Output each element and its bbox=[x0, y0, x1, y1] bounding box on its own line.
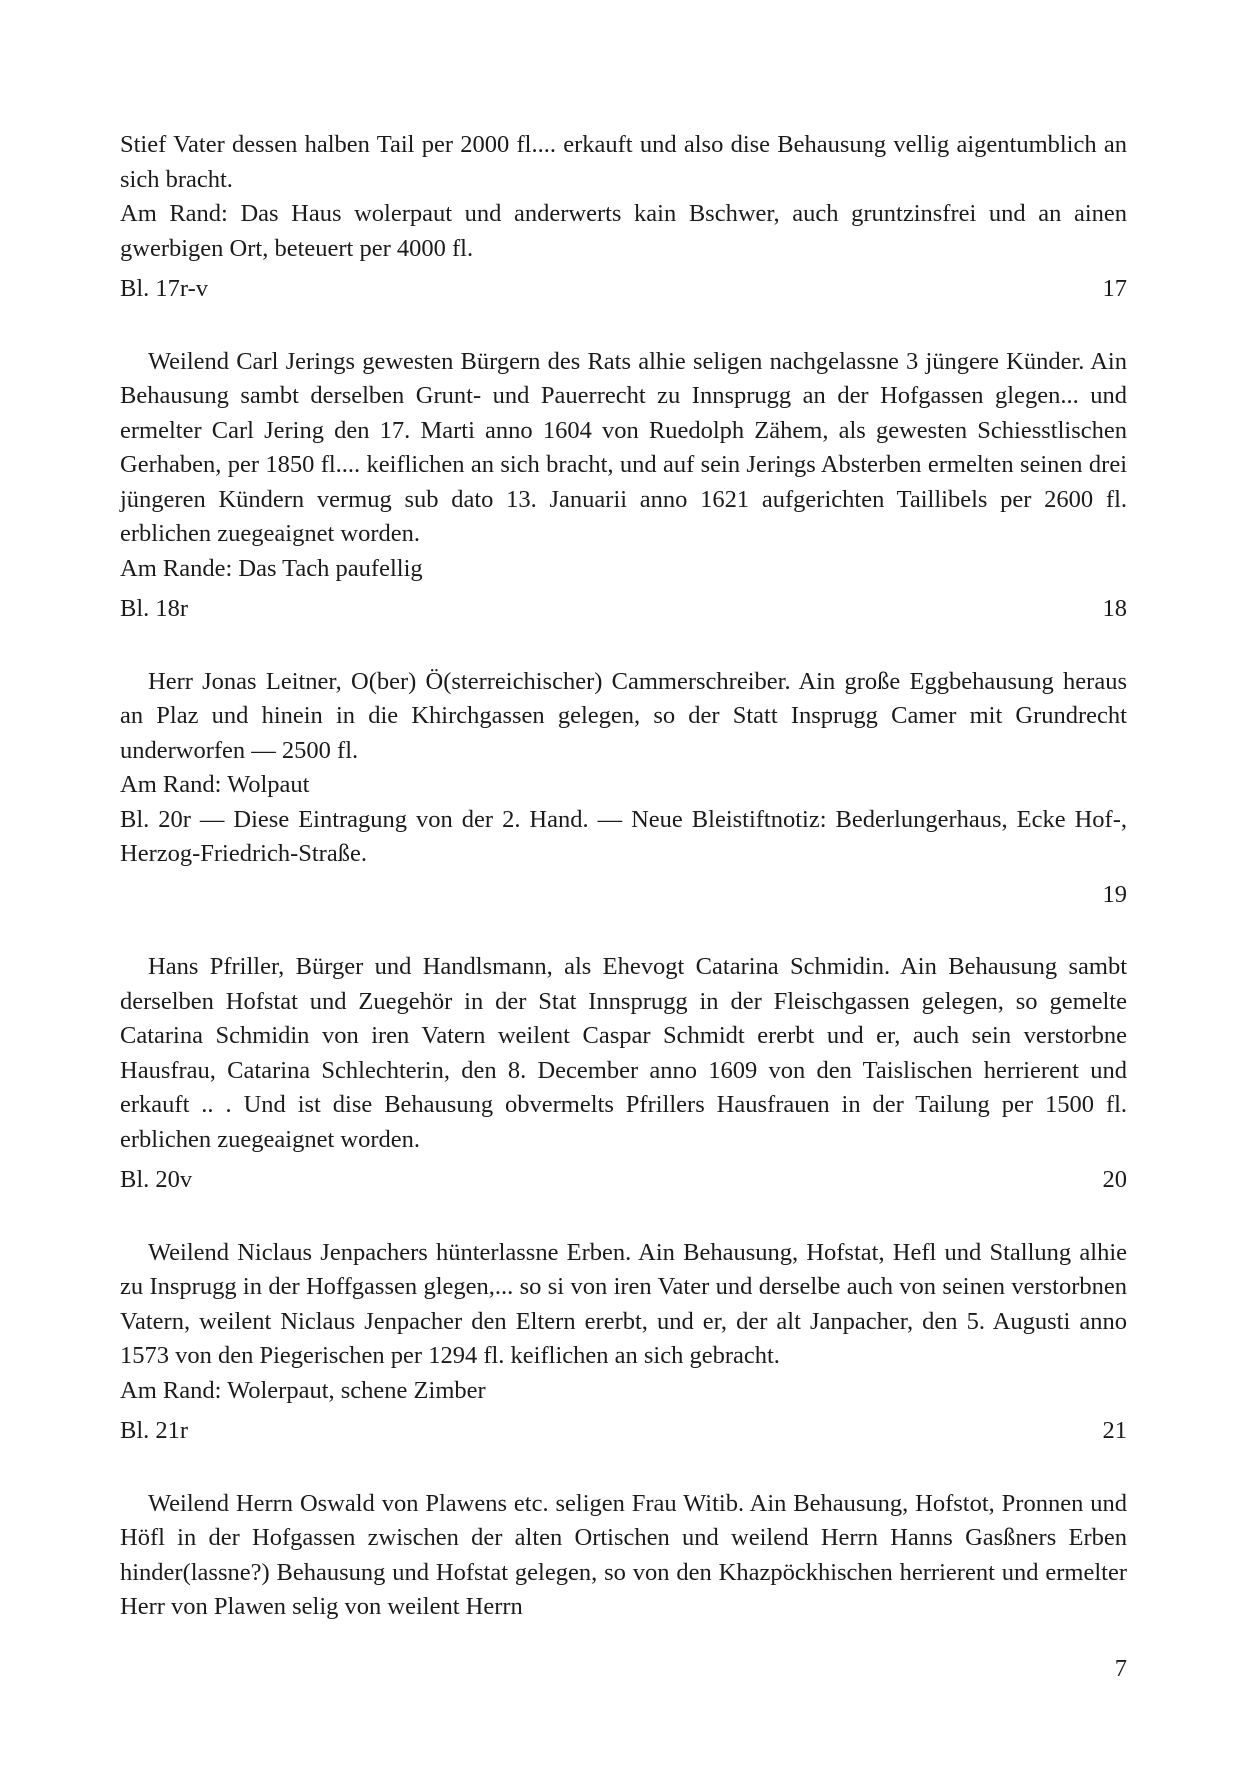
entry-leitner bbox=[120, 665, 1127, 913]
intro-ref-row bbox=[120, 272, 1127, 307]
entry-jering bbox=[120, 345, 1127, 627]
entry-text: Weilend Herrn Oswald von Plawens etc. seligen Frau Witib. Ain Behausung, Hofstot, Pronnen und Höfl in der Hofgassen zwischen der alten Ortischen und weilend Herrn Hanns Gasßners Erben hinder(lassne?) Behausung und Hofstat gelegen, so von den Khazpöckhischen herrierent und ermelter Herr von Plawen selig von weilent Herrn bbox=[120, 1489, 1127, 1620]
entry-number-18: 18 bbox=[1102, 595, 1127, 622]
entry-ref: Bl. 20r — Diese Eintragung von der 2. Hand. — Neue Bleistiftnotiz: Bederlungerhaus, Ecke Hof-, Herzog-Friedrich-Straße. bbox=[120, 805, 1127, 867]
entry-number-21: 21 bbox=[1102, 1417, 1127, 1444]
entry-ref: Bl. 21r bbox=[120, 1417, 189, 1444]
entry-note: Am Rande: Das Tach paufellig bbox=[120, 554, 423, 582]
entry-ref-row bbox=[120, 1414, 1127, 1449]
entry-jenpacher bbox=[120, 1236, 1127, 1449]
document-page bbox=[120, 128, 1127, 1663]
entry-pfriller bbox=[120, 950, 1127, 1198]
entry-text: Hans Pfriller, Bürger und Handlsmann, als Ehevogt Catarina Schmidin. Ain Behausung sambt derselben Hofstat und Zuegehör in der Stat Innsprugg in der Fleischgassen gelegen, so gemelte Catarina Schmidin von iren Vatern weilent Caspar Schmidt ererbt und er, auch sein verstorbne Hausfrau, Catarina Schlechterin, den 8. December anno 1609 von den Taislischen herrierent und erkauft .. . Und ist dise Behausung obvermelts Pfrillers Hausfrauen in der Tailung per 1500 fl. erblichen zuegeaignet worden. bbox=[120, 953, 1127, 1153]
entry-plawen bbox=[120, 1487, 1127, 1625]
entry-note: Am Rand: Wolpaut bbox=[120, 771, 310, 798]
entry-number-17: 17 bbox=[1102, 275, 1127, 302]
entry-number-20: 20 bbox=[1102, 1166, 1127, 1193]
entry-ref: Bl. 18r bbox=[120, 595, 189, 622]
page-number: 7 bbox=[1114, 1655, 1127, 1682]
entry-ref: Bl. 20v bbox=[120, 1166, 193, 1193]
entry-text: Herr Jonas Leitner, O(ber) Ö(sterreichischer) Cammerschreiber. Ain große Eggbehausung heraus an Plaz und hinein in die Khirchgassen gelegen, so der Statt Insprugg Camer mit Grundrecht underworfen — 2500 fl. bbox=[120, 667, 1127, 764]
intro-entry bbox=[120, 128, 1127, 307]
entry-text: Weilend Carl Jerings gewesten Bürgern des Rats alhie seligen nachgelassne 3 jüngere Künder. Ain Behausung sambt derselben Grunt- und Pauerrecht zu Innsprugg an der Hofgassen glegen... und ermelter Carl Jering den 17. Marti anno 1604 von Ruedolph Zähem, als gewesten Schiesstlischen Gerhaben, per 1850 fl.... keiflichen an sich bracht, und auf sein Jerings Absterben ermelten seinen drei jüngeren Kündern vermug sub dato 13. Januarii anno 1621 aufgerichten Taillibels per 2600 fl. erblichen zuegeaignet worden. bbox=[120, 347, 1127, 547]
entry-ref-row bbox=[120, 592, 1127, 627]
entry-number-19: 19 bbox=[1102, 880, 1127, 908]
entry-text: Weilend Niclaus Jenpachers hünterlassne Erben. Ain Behausung, Hofstat, Hefl und Stallung alhie zu Insprugg in der Hoffgassen glegen,... so si von iren Vater und derselbe auch von seinen verstorbnen Vatern, weilent Niclaus Jenpacher den Eltern ererbt, und er, der alt Janpacher, den 5. Augusti anno 1573 von den Piegerischen per 1294 fl. keiflichen an sich gebracht. bbox=[120, 1238, 1127, 1369]
entry-note: Am Rand: Wolerpaut, schene Zimber bbox=[120, 1376, 486, 1404]
intro-ref: Bl. 17r-v bbox=[120, 275, 208, 302]
entry-ref-row bbox=[120, 1163, 1127, 1198]
intro-text: Stief Vater dessen halben Tail per 2000 fl.... erkauft und also dise Behausung vellig aigentumblich an sich bracht. bbox=[120, 131, 1127, 193]
intro-note: Am Rand: Das Haus wolerpaut und anderwerts kain Bschwer, auch gruntzinsfrei und an ainen gwerbigen Ort, beteuert per 4000 fl. bbox=[120, 200, 1127, 262]
